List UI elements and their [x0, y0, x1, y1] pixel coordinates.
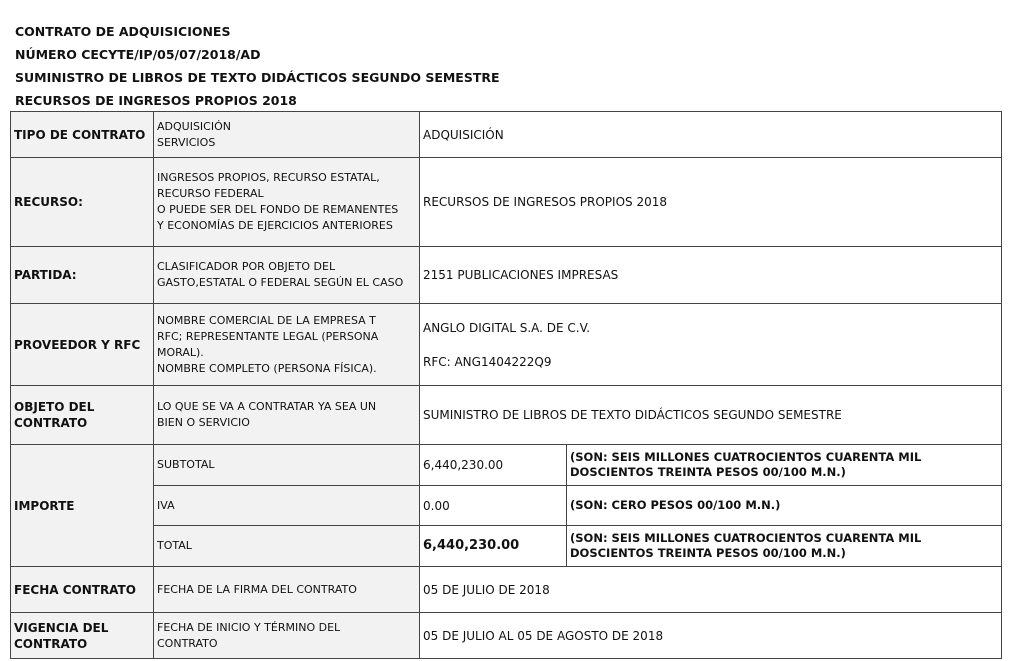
words-iva: (SON: CERO PESOS 00/100 M.N.)	[567, 486, 1002, 526]
value-vigencia: 05 DE JULIO AL 05 DE AGOSTO DE 2018	[420, 613, 1002, 659]
label-importe: IMPORTE	[11, 445, 154, 567]
desc-vigencia: FECHA DE INICIO Y TÉRMINO DEL CONTRATO	[154, 613, 420, 659]
amount-iva: 0.00	[420, 486, 567, 526]
words-total: (SON: SEIS MILLONES CUATROCIENTOS CUARENTA MIL DOSCIENTOS TREINTA PESOS 00/100 M.N.)	[567, 526, 1002, 567]
row-proveedor	[11, 304, 1002, 386]
amount-subtotal: 6,440,230.00	[420, 445, 567, 486]
row-tipo	[11, 112, 1002, 158]
desc-objeto: LO QUE SE VA A CONTRATAR YA SEA UN BIEN O SERVICIO	[154, 386, 420, 445]
label-partida: PARTIDA:	[11, 247, 154, 304]
words-subtotal: (SON: SEIS MILLONES CUATROCIENTOS CUARENTA MIL DOSCIENTOS TREINTA PESOS 00/100 M.N.)	[567, 445, 1002, 486]
label-total: TOTAL	[154, 526, 420, 567]
label-fecha: FECHA CONTRATO	[11, 567, 154, 613]
row-iva	[11, 486, 1002, 526]
label-vigencia: VIGENCIA DEL CONTRATO	[11, 613, 154, 659]
label-tipo: TIPO DE CONTRATO	[11, 112, 154, 158]
label-proveedor: PROVEEDOR Y RFC	[11, 304, 154, 386]
row-objeto	[11, 386, 1002, 445]
contract-resource: RECURSOS DE INGRESOS PROPIOS 2018	[15, 93, 297, 108]
row-total	[11, 526, 1002, 567]
desc-tipo: ADQUISICIÓN SERVICIOS	[154, 112, 420, 158]
amount-total: 6,440,230.00	[420, 526, 567, 567]
value-partida: 2151 PUBLICACIONES IMPRESAS	[420, 247, 1002, 304]
contract-table	[10, 111, 1002, 659]
contract-subject: SUMINISTRO DE LIBROS DE TEXTO DIDÁCTICOS SEGUNDO SEMESTRE	[15, 70, 500, 85]
value-proveedor: ANGLO DIGITAL S.A. DE C.V. RFC: ANG1404222Q9	[420, 304, 1002, 386]
desc-partida: CLASIFICADOR POR OBJETO DEL GASTO,ESTATAL O FEDERAL SEGÚN EL CASO	[154, 247, 420, 304]
row-subtotal	[11, 445, 1002, 486]
desc-fecha: FECHA DE LA FIRMA DEL CONTRATO	[154, 567, 420, 613]
row-vigencia	[11, 613, 1002, 659]
desc-proveedor: NOMBRE COMERCIAL DE LA EMPRESA T RFC; REPRESENTANTE LEGAL (PERSONA MORAL). NOMBRE COMPLETO (PERSONA FÍSICA).	[154, 304, 420, 386]
label-objeto: OBJETO DEL CONTRATO	[11, 386, 154, 445]
value-objeto: SUMINISTRO DE LIBROS DE TEXTO DIDÁCTICOS SEGUNDO SEMESTRE	[420, 386, 1002, 445]
label-iva: IVA	[154, 486, 420, 526]
row-partida	[11, 247, 1002, 304]
desc-recurso: INGRESOS PROPIOS, RECURSO ESTATAL, RECURSO FEDERAL O PUEDE SER DEL FONDO DE REMANENTES Y ECONOMÍAS DE EJERCICIOS ANTERIORES	[154, 158, 420, 247]
label-subtotal: SUBTOTAL	[154, 445, 420, 486]
rfc: RFC: ANG1404222Q9	[423, 354, 552, 369]
row-fecha	[11, 567, 1002, 613]
contract-title: CONTRATO DE ADQUISICIONES	[15, 24, 231, 39]
value-fecha: 05 DE JULIO DE 2018	[420, 567, 1002, 613]
value-recurso: RECURSOS DE INGRESOS PROPIOS 2018	[420, 158, 1002, 247]
label-recurso: RECURSO:	[11, 158, 154, 247]
value-tipo: ADQUISICIÓN	[420, 112, 1002, 158]
row-recurso	[11, 158, 1002, 247]
contract-number: NÚMERO CECYTE/IP/05/07/2018/AD	[15, 47, 261, 62]
